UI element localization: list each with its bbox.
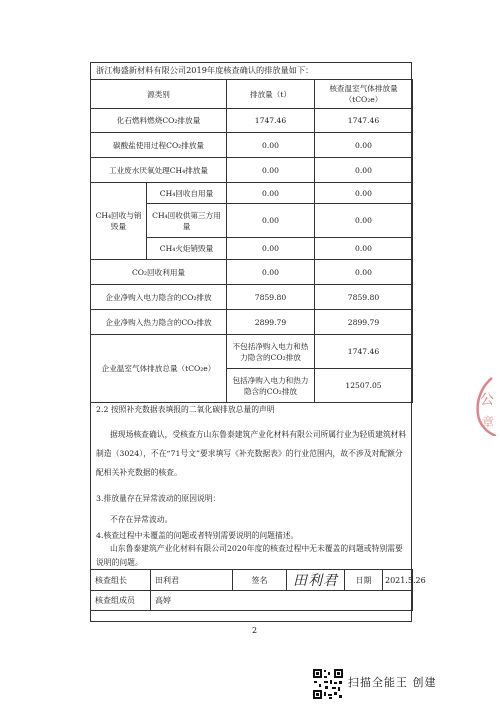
signoff-row-leader (91, 570, 413, 591)
section-3-body: 不存在异常波动。 (110, 515, 173, 524)
handwritten-signature: 田利君 (287, 570, 345, 591)
row-emission: 0.00 (227, 133, 315, 158)
section-3-title: 3.排放量存在异常波动的原因说明： (96, 494, 221, 503)
table-row (91, 285, 413, 310)
row-verified: 0.00 (315, 238, 413, 260)
qr-code-icon (312, 668, 344, 700)
ch4-group-label: CH₄回收与销毁量 (91, 183, 147, 260)
row-emission: 7859.80 (227, 285, 315, 310)
row-verified: 2899.79 (315, 310, 413, 335)
row-verified: 0.00 (315, 158, 413, 183)
row-emission: 0.00 (227, 183, 315, 204)
row-emission: 0.00 (227, 260, 315, 285)
section-2-2-title: 2.2 按照补充数据表填报的二氧化碳排放总量的声明 (96, 405, 275, 414)
section-2-2-body: 据现场核查确认，受核查方山东鲁泰建筑产业化材料有限公司所属行业为轻质建筑材料制造（3024），不在“71号文”要求填写《补充数据表》的行业范围内，故不涉及对配额分配相关补充数据的核查。 (96, 430, 407, 477)
date-label: 日期 (345, 570, 383, 591)
row-label: CH₄火炬销毁量 (147, 238, 227, 260)
row-label: 化石燃料燃烧CO₂排放量 (91, 109, 227, 133)
table-row (91, 260, 413, 285)
sign-label: 签名 (233, 570, 287, 591)
total-incl-value: 12507.05 (315, 369, 413, 403)
svg-text:公: 公 (480, 392, 494, 408)
row-label: CO₂回收利用量 (91, 260, 227, 285)
section-4-title: 4.核查过程中未覆盖的问题或者特别需要说明的问题描述。 (96, 531, 299, 540)
total-excl-value: 1747.46 (315, 335, 413, 369)
header-verified: 核查温室气体排放量 （tCO₂e） (315, 80, 413, 109)
row-emission: 0.00 (227, 238, 315, 260)
row-label: 碳酸盐使用过程CO₂排放量 (91, 133, 227, 158)
table-row (91, 109, 413, 133)
section-4-body: 山东鲁泰建筑产业化材料有限公司2020年度的核查过程中无未覆盖的问题或特别需要说明的问题。 (96, 544, 403, 567)
row-verified: 0.00 (315, 260, 413, 285)
table-row (91, 335, 413, 369)
signoff-row-members (91, 591, 413, 611)
total-incl-label: 包括净购入电力和热力隐含的CO₂排放 (227, 369, 315, 403)
total-label: 企业温室气体排放总量（tCO₂e） (91, 335, 227, 403)
row-emission: 0.00 (227, 158, 315, 183)
row-emission: 2899.79 (227, 310, 315, 335)
row-verified: 0.00 (315, 183, 413, 204)
row-label: 企业净购入热力隐含的CO₂排放 (91, 310, 227, 335)
red-seal-fragment (462, 376, 500, 436)
row-label: 企业净购入电力隐含的CO₂排放 (91, 285, 227, 310)
signoff-table (90, 569, 426, 611)
row-label: CH₄回收自用量 (147, 183, 227, 204)
leader-label: 核查组长 (91, 570, 151, 591)
row-verified: 7859.80 (315, 285, 413, 310)
total-excl-label: 不包括净购入电力和热力隐含的CO₂排放 (227, 335, 315, 369)
svg-text:章: 章 (482, 415, 495, 429)
row-emission: 0.00 (227, 204, 315, 238)
intro-line: 浙江梅盛新材料有限公司2019年度核查确认的排放量如下： (96, 65, 314, 75)
table-header-row (91, 80, 413, 109)
row-verified: 0.00 (315, 204, 413, 238)
emission-table (90, 79, 413, 403)
header-emission: 排放量（t） (227, 80, 315, 109)
members-value: 高婷 (151, 591, 413, 611)
header-source: 源类别 (91, 80, 227, 109)
table-row (91, 133, 413, 158)
row-emission: 1747.46 (227, 109, 315, 133)
table-row (91, 310, 413, 335)
members-label: 核查组成员 (91, 591, 151, 611)
date-value: 2021.5.26 (383, 570, 413, 591)
table-row (91, 183, 413, 204)
row-verified: 0.00 (315, 133, 413, 158)
row-verified: 1747.46 (315, 109, 413, 133)
leader-name: 田利君 (151, 570, 233, 591)
scanner-watermark: 扫描全能王 创建 (348, 676, 437, 689)
table-row (91, 158, 413, 183)
row-label: CH₄回收供第三方用量 (147, 204, 227, 238)
row-label: 工业废水厌氧处理CH₄排放量 (91, 158, 227, 183)
page-number: 2 (252, 626, 258, 635)
